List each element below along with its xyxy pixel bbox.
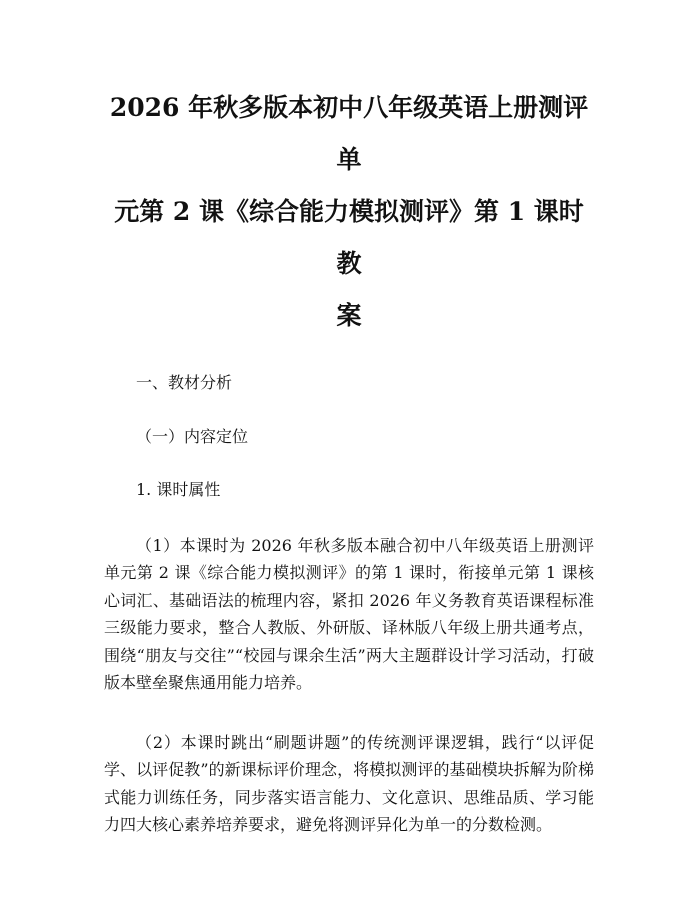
title-line-2: 元第 2 课《综合能力模拟测评》第 1 课时教 (114, 197, 584, 278)
paragraph-2: （2）本课时跳出“刷题讲题”的传统测评课逻辑，践行“以评促学、以评促教”的新课标评价理念，将模拟测评的基础模块拆解为阶梯式能力训练任务，同步落实语言能力、文化意识、思维品质、学习能力四大核心素养培养要求，避免将测评异化为单一的分数检测。 (104, 732, 594, 834)
section-heading-textbook-analysis: 一、教材分析 (136, 373, 233, 392)
document-body (104, 369, 594, 839)
document-title (104, 0, 594, 342)
title-line-1: 2026 年秋多版本初中八年级英语上册测评单 (109, 93, 589, 174)
subsection-heading-content-positioning: （一）内容定位 (136, 426, 249, 446)
title-line-3: 案 (336, 301, 362, 330)
item-heading-lesson-attributes: 1. 课时属性 (136, 480, 221, 499)
paragraph-1: （1）本课时为 2026 年秋多版本融合初中八年级英语上册测评单元第 2 课《综合能力模拟测评》的第 1 课时，衔接单元第 1 课核心词汇、基础语法的梳理内容，紧扣 2026 年义务教育英语课程标准三级能力要求，整合人教版、外研版、译林版八年级上册共通考点，围绕“朋友与交往”“校园与课余生活”两大主题群设计学习活动，打破版本壁垒聚焦通用能力培养。 (104, 535, 594, 692)
